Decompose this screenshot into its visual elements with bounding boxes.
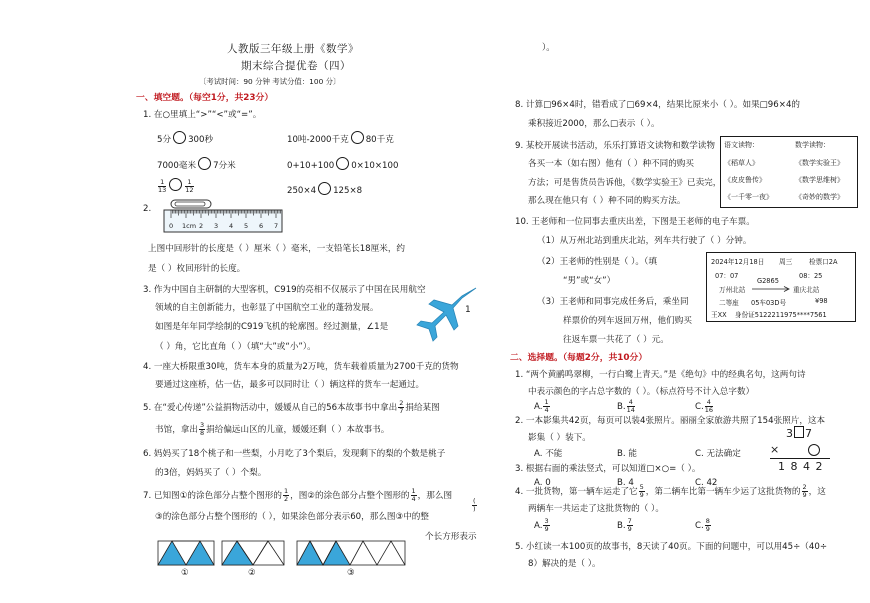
vert-circle: [806, 444, 822, 457]
ruler-with-paperclip: [162, 199, 284, 235]
q7-paren-fraction: [471, 498, 478, 513]
page-subtitle: 期末综合提优卷（四）: [241, 60, 351, 72]
q1-row1a: [157, 131, 213, 145]
q1-prompt: 1. 在○里填上“>”“<”或“=”。: [143, 110, 262, 120]
ticket-seat: 05车03D号: [751, 299, 787, 307]
q7-text: ，那么图: [417, 491, 453, 501]
s2-q3-option-a[interactable]: A. 0: [534, 478, 551, 488]
fraction: $\frac{4}{16}$: [704, 398, 714, 414]
ruler-label: 1cm: [182, 222, 197, 230]
fraction: $\frac{4}{14}$: [626, 398, 635, 414]
fraction: $\frac{1}{2}$: [283, 487, 289, 503]
s2-q2-line2: 影集（ ）装下。: [528, 433, 591, 443]
fraction: $\frac{2}{9}$: [802, 483, 807, 499]
q3-line3: 如图是年年同学绘制的C919飞机的轮廓图。经过测量，∠1是: [155, 322, 389, 332]
ruler-label: 4: [229, 222, 234, 230]
s2-q4-text: ，这: [808, 487, 826, 497]
book-item: 《皮皮鲁传》: [724, 176, 766, 184]
s2-q1-line1: 1. “两个黄鹂鸣翠柳，一行白鹭上青天。”是《绝句》中的经典名句，这两句诗: [515, 370, 806, 380]
q3-line4: （ ）角，它比直角（ ）（填“大”或“小”）。: [155, 342, 316, 352]
q10-sub2b: “男”或“女”）: [563, 276, 616, 286]
page-title: 人教版三年级上册《数学》: [227, 43, 359, 55]
book-item: 《稻草人》: [724, 159, 759, 167]
fraction: $\frac{1}{4}$: [544, 398, 549, 414]
q1-row2b: [287, 157, 398, 171]
q3-line1: 3. 作为中国自主研制的大型客机，C919的亮相不仅展示了中国在民用航空: [143, 285, 426, 295]
book-item: 《奇妙的数学》: [795, 193, 844, 201]
s2-q1-option-b[interactable]: B. $\frac{4}{14}$: [617, 398, 635, 414]
fraction-figure-1: [157, 540, 215, 566]
ticket-to-station: 重庆北站: [793, 286, 820, 294]
s2-q4-option-c[interactable]: C. $\frac{8}{9}$: [695, 517, 710, 533]
s2-q1-option-a[interactable]: A. $\frac{1}{4}$: [534, 398, 549, 414]
fraction: $\frac{1}{12}$: [185, 178, 194, 194]
ticket-price: ¥98: [815, 297, 828, 305]
fraction: $\frac{1}{4}$: [411, 487, 416, 503]
ruler-label: 7: [274, 222, 279, 230]
section-2-heading: 二、选择题。（每题2分，共10分）: [510, 353, 648, 363]
q10-sub3b: 样票价的列车返回万州，他们购买: [563, 316, 692, 326]
s2-q1-option-c[interactable]: C. $\frac{4}{16}$: [695, 398, 714, 414]
fraction-figure-3: [296, 540, 406, 566]
q2-line1: 上图中回形针的长度是（ ）厘米（ ）毫米，一支铅笔长18厘米，约: [148, 244, 406, 254]
fraction: $\frac{1}{13}$: [158, 178, 167, 194]
fraction: $\frac{3}{9}$: [544, 517, 549, 533]
q9-line3: 方法；可是售货员告诉他，《数学实验王》已卖完，: [528, 178, 722, 188]
fraction: $\frac{7}{9}$: [627, 517, 632, 533]
s2-q2-option-a[interactable]: A. 不能: [534, 449, 563, 459]
figure-label-3: ③: [347, 568, 355, 578]
q1-row1b-right: 80千克: [365, 135, 394, 145]
fraction: $\frac{3}{8}$: [199, 421, 205, 437]
ruler-label: 2: [199, 222, 204, 230]
compare-circle[interactable]: [173, 131, 186, 144]
q7-text: 7. 已知图①的涂色部分占整个图形的: [143, 491, 282, 501]
fraction-figure-2: [221, 540, 285, 566]
ruler-label: 0: [169, 222, 174, 230]
ticket-train-number: G2865: [757, 277, 779, 285]
q1-row2a: [157, 157, 236, 171]
s2-q1-line2: 中表示颜色的字占总字数的（ ）。（标点符号不计入总字数）: [528, 387, 755, 397]
q1-row3a: [157, 178, 195, 194]
s2-q5-line1: 5. 小红读一本100页的故事书，8天读了40页。下面的问题中，可以用45÷（40÷: [515, 542, 828, 552]
s2-q3-line1: 3. 根据右面的乘法竖式，可以知道□×○=（ ）。: [515, 464, 701, 474]
book-header-math: 数学读物：: [795, 141, 830, 149]
ruler-label: 6: [259, 222, 264, 230]
q7-text: ③的涂色部分占整个图形的（ ），如果涂色部分表示60，那么图③中的整: [155, 512, 429, 522]
q6-line2: 的3倍，妈妈买了（ ）个梨。: [155, 468, 267, 478]
vert-divider: [770, 458, 830, 459]
q10-sub3c: 往返车票一共花了（ ）元。: [563, 335, 669, 345]
q7-line2: [155, 510, 429, 522]
s2-q4-line2: 两辆车一共运走了这批货物的（ ）。: [528, 504, 664, 514]
exam-meta: 〔考试时间：90 分钟 考试分值：100 分〕: [199, 77, 341, 86]
q1-row2a-left: 7000毫米: [157, 161, 197, 171]
q9-line4: 那么现在他只有（ ）种不同的购买方法。: [528, 196, 686, 206]
ticket-seat-class: 二等座: [719, 299, 739, 307]
figure-label-2: ②: [248, 568, 256, 578]
fraction: $\frac{8}{9}$: [705, 517, 710, 533]
q8-line1: 8. 计算□96×4时，错看成了□69×4，结果比原来小（ ）。如果□96×4的: [515, 100, 801, 110]
s2-q4-text: 4. 一批货物，第一辆车运走了它: [515, 487, 638, 497]
book-header-chinese: 语文读物：: [724, 141, 759, 149]
ticket-from-station: 万州北站: [719, 286, 746, 294]
q4-line1: 4. 一座大桥限重30吨，货车本身的质量为2万吨，货车载着质量为2700千克的货物: [143, 362, 459, 372]
q6-line1: 6. 妈妈买了18个桃子和一些梨，小月吃了3个梨后，发现剩下的梨的个数是桃子: [143, 449, 446, 459]
q2-line2: 是（ ）枚回形针的长度。: [148, 264, 246, 274]
ticket-passenger-name: 王XX: [711, 311, 727, 319]
q9-line1: 9. 某校开展读书活动，乐乐打算语文读物和数学读物: [515, 141, 715, 151]
ticket-arrival-time: 08：25: [799, 272, 823, 280]
compare-circle[interactable]: [169, 178, 182, 191]
q5-text: 捐给某图: [405, 403, 440, 413]
q7-text: ，图②的涂色部分占整个图形的: [290, 491, 410, 501]
s2-q4-line1: [515, 484, 826, 499]
book-item: 《一千零一夜》: [724, 193, 773, 201]
q5-line1: [143, 400, 440, 415]
book-list-table: [720, 136, 858, 208]
q1-row1b: [287, 131, 394, 145]
paperclip-icon: [171, 200, 211, 208]
s2-q4-text: ，第二辆车比第一辆车少运了这批货物的: [645, 487, 801, 497]
q10-sub2a: （2）王老师的性别是（ ）。（填: [537, 257, 657, 267]
book-item: 《数学思维树》: [795, 176, 844, 184]
ticket-gate: 检票口2A: [809, 258, 838, 266]
q5-text: 捐给偏远山区的儿童，媛媛还剩（ ）本故事书。: [206, 425, 390, 435]
s2-q3-option-b[interactable]: B. 4: [617, 478, 634, 488]
ticket-weekday: 周三: [779, 258, 793, 266]
fraction: $\frac{(}{)}$: [473, 497, 476, 513]
fraction: $\frac{5}{9}$: [639, 483, 644, 499]
fraction: $\frac{2}{7}$: [399, 399, 404, 415]
s2-q2-option-c[interactable]: C. 无法确定: [695, 449, 741, 459]
ticket-departure-time: 07：07: [715, 272, 739, 280]
blank-square[interactable]: [794, 426, 804, 438]
s2-q2-option-b[interactable]: B. 能: [617, 449, 637, 459]
compare-circle[interactable]: [198, 157, 211, 170]
q1-row2b-right: 0×10×100: [351, 161, 399, 171]
ruler-label: 3: [214, 222, 219, 230]
q7-line1: [143, 488, 452, 503]
q7-line3: 个长方形表示: [425, 532, 477, 542]
q5-line2: [155, 422, 389, 437]
ticket-date: 2024年12月18日: [711, 258, 765, 266]
q5-text: 5. 在“爱心传递”公益捐物活动中，媛媛从自己的56本故事书中拿出: [143, 403, 398, 413]
compare-circle[interactable]: [351, 131, 364, 144]
ruler-label: 5: [244, 222, 249, 230]
q1-row1b-left: 10吨-2000千克: [287, 135, 349, 145]
q3-line2: 领域的自主创新能力，也彰显了中国航空工业的蓬勃发展。: [155, 303, 379, 313]
q9-line2: 各买一本（如右图）他有（ ）种不同的购买: [528, 159, 695, 169]
q1-row3b: [287, 182, 362, 196]
book-item: 《数学实验王》: [795, 159, 844, 167]
train-ticket: [706, 252, 856, 322]
q5-text: 书馆，拿出: [155, 425, 198, 435]
q1-row3b-left: 250×4: [287, 186, 317, 196]
q2-number: 2.: [143, 204, 152, 214]
s2-q5-line2: 8）解决的是（ ）。: [528, 559, 601, 569]
q4-line2: 要通过这座桥，估一估，最多可以同时让（ ）辆这样的货车一起通过。: [155, 380, 425, 390]
top-right-continuation: ）。: [542, 43, 555, 53]
q1-row3b-right: 125×8: [333, 186, 363, 196]
q8-line2: 乘积接近2000，那么□表示（ ）。: [528, 119, 660, 129]
compare-circle[interactable]: [336, 157, 349, 170]
vert-second-row: ×: [770, 443, 780, 456]
compare-circle[interactable]: [318, 182, 331, 195]
arrow-icon: [751, 286, 791, 292]
q1-row1a-right: 300秒: [188, 135, 214, 145]
ticket-passenger-id: 身份证5122211975****7561: [735, 311, 827, 319]
q10-sub1: （1）从万州北站到重庆北站，列车共行驶了（ ）分钟。: [537, 236, 752, 246]
angle-label: 1: [465, 305, 471, 315]
s2-q2-line1: 2. 一本影集共42页，每页可以装4张照片。丽丽全家旅游共照了154张照片，这本: [515, 416, 826, 426]
section-1-heading: 一、填空题。（每空1分，共23分）: [136, 93, 274, 103]
s2-q3-option-c[interactable]: C. 42: [695, 478, 718, 488]
s2-q4-option-a[interactable]: A. $\frac{3}{9}$: [534, 517, 549, 533]
figure-label-1: ①: [181, 568, 189, 578]
q1-row1a-left: 5分: [157, 135, 172, 145]
airplane-icon: [412, 286, 480, 344]
s2-q4-option-b[interactable]: B. $\frac{7}{9}$: [617, 517, 632, 533]
q1-row2a-right: 7分米: [213, 161, 236, 171]
q1-row2b-left: 0+10+100: [287, 161, 335, 171]
q10-sub3a: （3）王老师和同事完成任务后，乘坐同: [537, 297, 689, 307]
vert-result: 1 8 4 2: [778, 460, 824, 473]
vert-top-row: 3 7: [786, 427, 812, 440]
blank-circle[interactable]: [808, 444, 820, 456]
q10-line1: 10. 王老师和一位同事去重庆出差，下图是王老师的电子车票。: [515, 217, 755, 227]
